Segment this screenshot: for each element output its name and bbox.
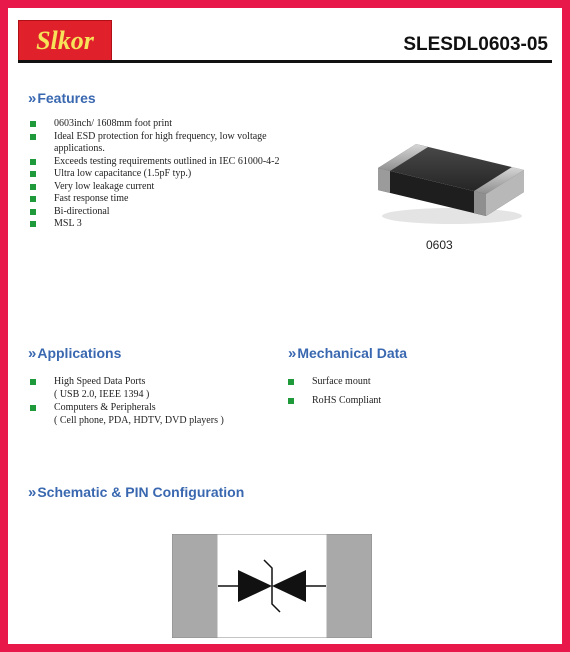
bullet-icon xyxy=(30,121,36,127)
bullet-icon xyxy=(30,221,36,227)
package-label: 0603 xyxy=(426,238,453,252)
brand-logo-text: Slkor xyxy=(36,26,94,55)
list-item: 0603inch/ 1608mm foot print xyxy=(30,118,360,131)
list-item: Exceeds testing requirements outlined in IEC 61000-4-2 xyxy=(30,156,360,169)
bullet-icon xyxy=(30,171,36,177)
list-item: Fast response time xyxy=(30,193,360,206)
list-item: Very low leakage current xyxy=(30,181,360,194)
bullet-icon xyxy=(30,134,36,140)
applications-list xyxy=(30,376,280,428)
list-item: Bi-directional xyxy=(30,206,360,219)
list-item: Surface mount xyxy=(288,376,538,389)
bullet-icon xyxy=(30,196,36,202)
part-number: SLESDL0603-05 xyxy=(403,34,548,55)
list-item: Ultra low capacitance (1.5pF typ.) xyxy=(30,168,360,181)
list-item: High Speed Data Ports ( USB 2.0, IEEE 1394 ) xyxy=(30,376,280,401)
chevron-right-icon: » xyxy=(28,345,37,362)
bullet-icon xyxy=(30,159,36,165)
list-item: Computers & Peripherals ( Cell phone, PDA, HDTV, DVD players ) xyxy=(30,402,280,427)
left-pad xyxy=(173,535,218,638)
bullet-icon xyxy=(30,184,36,190)
right-pad xyxy=(327,535,372,638)
bullet-icon xyxy=(30,379,36,385)
bullet-icon xyxy=(288,379,294,385)
list-item: RoHS Compliant xyxy=(288,395,538,408)
list-item: MSL 3 xyxy=(30,218,360,231)
brand-logo xyxy=(18,20,112,62)
tvs-schematic xyxy=(172,534,372,638)
bullet-icon xyxy=(288,398,294,404)
chevron-right-icon: » xyxy=(288,345,297,362)
list-item: Ideal ESD protection for high frequency, low voltage applications. xyxy=(30,131,360,156)
mechanical-heading: »Mechanical Data xyxy=(288,345,408,362)
mechanical-list xyxy=(288,376,538,413)
schematic-heading: »Schematic & PIN Configuration xyxy=(28,484,245,501)
applications-heading: »Applications xyxy=(28,345,122,362)
header-divider xyxy=(18,60,552,63)
chevron-right-icon: » xyxy=(28,90,37,107)
smd-chip-image xyxy=(364,118,534,228)
bullet-icon xyxy=(30,405,36,411)
features-heading: »Features xyxy=(28,90,96,107)
features-list xyxy=(30,118,360,231)
chevron-right-icon: » xyxy=(28,484,37,501)
datasheet-page xyxy=(8,8,562,644)
bullet-icon xyxy=(30,209,36,215)
